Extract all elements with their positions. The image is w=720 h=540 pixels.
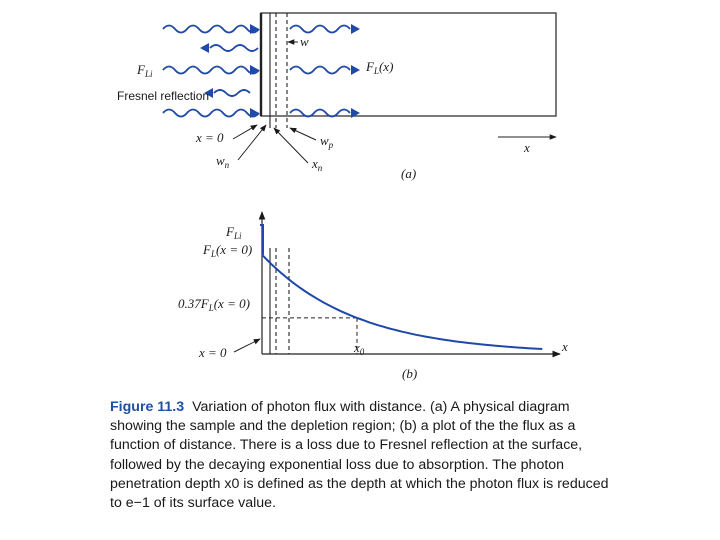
xn-pointer [274,128,308,163]
arrowhead-icon [351,24,360,34]
arrowhead-icon [200,43,209,53]
label-flx: $F_L(x)$ [366,59,394,76]
label-wn: $w_n$ [216,153,230,170]
figure-number: Figure 11.3 [110,399,185,415]
panel-b-label: (b) [402,366,418,381]
label-flx0-b: $F_L(x = 0)$ [203,242,253,259]
sample-rectangle [261,13,556,116]
wp-pointer [290,128,316,140]
caption-text: Variation of photon flux with distance. (a) A physical diagram showing the sample and the depletion region; (b) a plot of the the flux as a function of distance. There is a loss due to Fresnel reflection at the surface, followed by the decaying exponential loss due to absorption. The photon penetration depth x0 is defined as the depth at which the photon flux is reduced to e−1 of its surface value. [110,399,609,512]
label-fli-b: $F_{Li}$ [226,224,242,241]
arrowhead-icon [351,65,360,75]
reflected-wave-1 [210,45,258,51]
reflected-wave-2 [214,90,250,96]
label-037-flx0: $0.37F_L(x = 0)$ [178,296,250,313]
x0-pointer-b [234,339,260,352]
incident-wave-2 [163,67,259,74]
label-x-axis-b: x [562,339,568,354]
incident-wave-3 [163,110,259,117]
panel-a-diagram [117,13,556,181]
panel-b-plot [178,212,568,381]
label-x-equals-0-b: x = 0 [199,345,227,360]
tick-label-x0: $x_0$ [354,340,365,357]
label-x-equals-0: x = 0 [196,130,224,145]
x0-pointer [233,125,257,139]
transmitted-wave-1 [290,26,350,33]
label-fli: $F_{Li}$ [137,62,153,79]
flux-decay-curve [262,255,542,349]
label-wp: $w_p$ [320,133,334,150]
wn-pointer [238,125,266,160]
incident-wave-1 [163,26,259,33]
figure-caption [110,398,610,513]
panel-a-label: (a) [401,166,417,181]
label-xn: $x_n$ [312,156,323,173]
label-fresnel-reflection: Fresnel reflection [117,89,210,103]
label-x-axis-a: x [524,140,530,155]
label-w: w [300,34,309,49]
transmitted-wave-2 [290,67,350,74]
